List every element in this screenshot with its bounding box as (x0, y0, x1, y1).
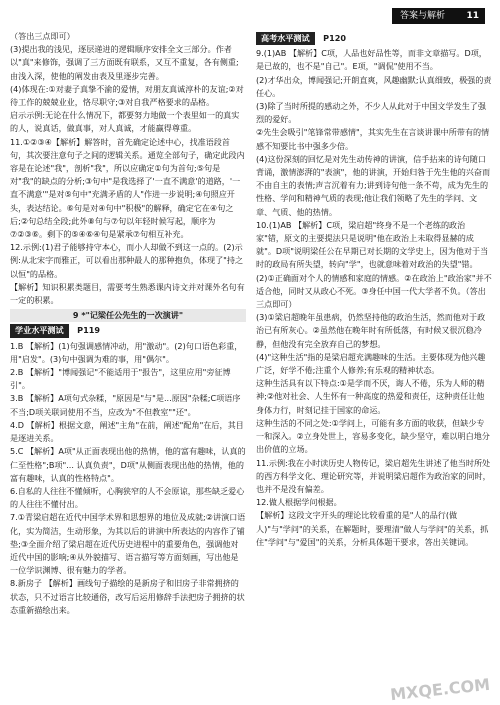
left-para: 11.①②③④【解析】解答时，首先确定论述中心，找准语段首句，其次要注意句子之间的逻辑关系。通览全部句子，确定此段内容是在论述"我"，剖析"我"，所以应确定①句为首句;⑤句是对"我"的缺点的分析;③句中"是我选择了'一直不满意'的道路，'一直不满意'"是对⑤句中"充满矛盾的人"作进一步说明;④句照应开头，表达结论。⑥句是对④句中"积极"的解释，确定它在④句之后;②句总结全段;此外⑧句与⑦句以年轻时候写起，顺序为⑦②③⑥。剩下的⑤④⑥④句是紧承⑦句相互补充。 (10, 136, 245, 240)
header (0, 0, 500, 30)
right-para: ②先生会吸引"笔锋常带感情"，其实先生在言谈讲课中所带有的情感不知要比书中强多少倍。 (256, 127, 490, 151)
left-answer: 3.B 【解析】A项句式杂糅，"原因是"与"是...原因"杂糅;C项语序不当;D项关联词使用不当，应改为"不但教室""还"。 (10, 393, 241, 417)
page-number: 11 (466, 11, 479, 21)
exam-page: P120 (323, 33, 346, 43)
study-badge: 学业水平测试 (10, 324, 69, 337)
right-para: 9.(1)AB 【解析】C项，人品也好品性等，而非文章描写。D项，是已故的，也不是"自己"。E项，"调侃"使用不当。 (256, 48, 487, 72)
left-para: (4)体现在:①对妻子真挚不渝的爱情，对朋友真诚淳朴的友谊;②对待工作的兢兢业业，恪尽职守;③对自我严格要求的品格。 (10, 83, 244, 108)
watermark: MXQE.COM (389, 674, 491, 705)
study-badge-row (10, 324, 246, 337)
right-para: 12.做人根据学问根据。 (256, 497, 342, 508)
left-para: (3)提出我的浅见，逐层递进的逻辑顺序安排全文三部分。作者以"真"来修饰，强调了三方面既有联系，又互不重复，各有侧重;由浅入深，使他的阐发由表及里逐步完善。 (10, 44, 239, 81)
right-para: 这种生活具有以下特点:①是学而不厌，诲人不倦，乐为人师的精神;②他对社会、人生怀有一种高度的热爱和责任，这种责任让他身体力行，时刻记挂于国家的命运。 (256, 378, 485, 415)
left-answer: 6.自私的人往往不懂倾听，心胸狭窄的人不会原谅，那些缺乏爱心的人往往不懂付出。 (10, 485, 245, 510)
left-para: （答出三点即可） (10, 31, 75, 41)
left-para: 启示示例:无论在什么情况下，都要努力地做一个表里如一的真实的人，说真话，做真事，对人真诚，才能赢得尊重。 (10, 110, 240, 134)
left-answer: 8.新房子 【解析】画线句子描绘的是新房子和旧房子非常拥挤的状态，只不过语言比较通俗，改写后运用修辞手法把房子拥挤的状态重新描绘出来。 (10, 578, 245, 615)
section-title: 9 *"记梁任公先生的一次演讲" (10, 309, 246, 322)
right-para: (2)才华出众，博闻强记;开朗直爽，风趣幽默;认真细致，极强的责任心。 (256, 74, 492, 98)
header-label: 答案与解析 (400, 11, 446, 21)
right-para: 这种生活的不同之处:①学问上，可能有多方面的收获，但缺少专一和深入。②立身处世上，容易多变化，缺少坚守，难以明白地分出价值的立场。 (256, 417, 490, 455)
right-para: 10.(1)AB 【解析】C项，梁启超"终身不是一个老练的政治家"错，原文的主要提法只是说明"他在政治上未取得显赫的成就"。D项"说明梁任公在早期已对长期的文学史上，因为他对于当时的政局有所失望，转向"学"，也就意味着对政治的失望"错。 (256, 219, 489, 270)
right-para: (3)①梁启超晚年虽患病，仍然坚持他的政治生活，然而他对于政治已有所灰心。②虽然他在晚年时有所低落，有时候又很沉稳冷静，但他没有完全放弃自己的梦想。 (256, 312, 486, 349)
left-para: 12.示例:(1)君子能够持守本心，而小人却做不到这一点的。(2)示例:从北宋字而雅正，可以看出那种最人的那种抱负，体现了"持之以恒"的品格。 (10, 242, 244, 279)
right-para: 【解析】这段文字开头的理论比较看重的是"人的品行(做人)"与"学问"的关系，在解题时，要理清"做人与学问"的关系，抓住"学问"与"爱国"的关系，分析具体题干要求，答出关键词。 (256, 510, 489, 547)
left-answer: 2.B 【解析】"博闻强记"不能适用于"报告"，这里应用"旁征博引"。 (10, 367, 231, 391)
right-para: (4)这份深刻的回忆是对先生动传神的讲演，信手拈来的诗句随口背诵，激情澎湃的"表演"，他的讲演，开始归咎于先生他的兴奋而不由自主的表情;声言沉着有力;讲到诗句他一条不苟，成为先生的性格、学问和精神气质的表现;他让我们领略了先生的学问、文章、气质、他的热情。 (256, 153, 491, 217)
study-page: P119 (77, 325, 100, 336)
left-para: 【解析】知识积累类题目，需要考生熟悉课内诗文并对课外名句有一定的积累。 (10, 281, 245, 306)
header-bar (392, 8, 485, 24)
right-para: (3)除了当时所提的感动之外，不少人从此对于中国文学发生了强烈的爱好。 (256, 101, 486, 125)
exam-badge: 高考水平测试 (256, 32, 315, 45)
left-column (10, 30, 246, 617)
right-column (256, 30, 492, 549)
left-answer: 1.B 【解析】(1)句强调感情冲动，用"激动"。(2)句口语色彩重，用"启发"。(3)句中强调为难的事，用"偶尔"。 (10, 340, 243, 364)
left-answer: 5.C 【解析】A项"从正面表现出他的热情，他的富有趣味，认真的仁至性格";B项"... 认真负责"，D项"从侧面表现出他的热情，他的富有趣味，认真的性格特点"。 (10, 446, 246, 483)
left-answer: 7.①青梁启超在近代中国学术界和思想界的地位及成就;②讲演口语化，实为简洁，生动形象，为其以后的讲演中所表达的内容作了铺垫;③全面介绍了梁启超在近代历史进程中的重要角色，强调他对近代中国的影响;④从外貌描写、语言描写等方面刻画，写出他是一位学识渊博、很有魅力的学者。 (10, 512, 246, 576)
right-para: 11.示例:我在小时读历史人物传记，梁启超先生讲述了他当时所处的西方科学文化、理论研究等，并说明梁启超作为政治家的同时，也并不是没有偏差。 (256, 457, 491, 494)
left-answer: 4.D 【解析】根据文意，阐述"主角"在前，阐述"配角"在后，其目是逐进关系。 (10, 419, 244, 444)
right-para: (4)"这种生活"指的是梁启超充满趣味的生活。主要体现为他兴趣广泛，好学不倦;注重个人修养;有乐观的精神状态。 (256, 351, 486, 376)
right-para: (2)①正确面对个人的情感和家庭的情感。②在政治上"政治家"并不适合他，同时又从政心不死。③身任中国一代大学者不负。（答出三点即可） (256, 272, 492, 310)
exam-badge-row (256, 32, 492, 45)
